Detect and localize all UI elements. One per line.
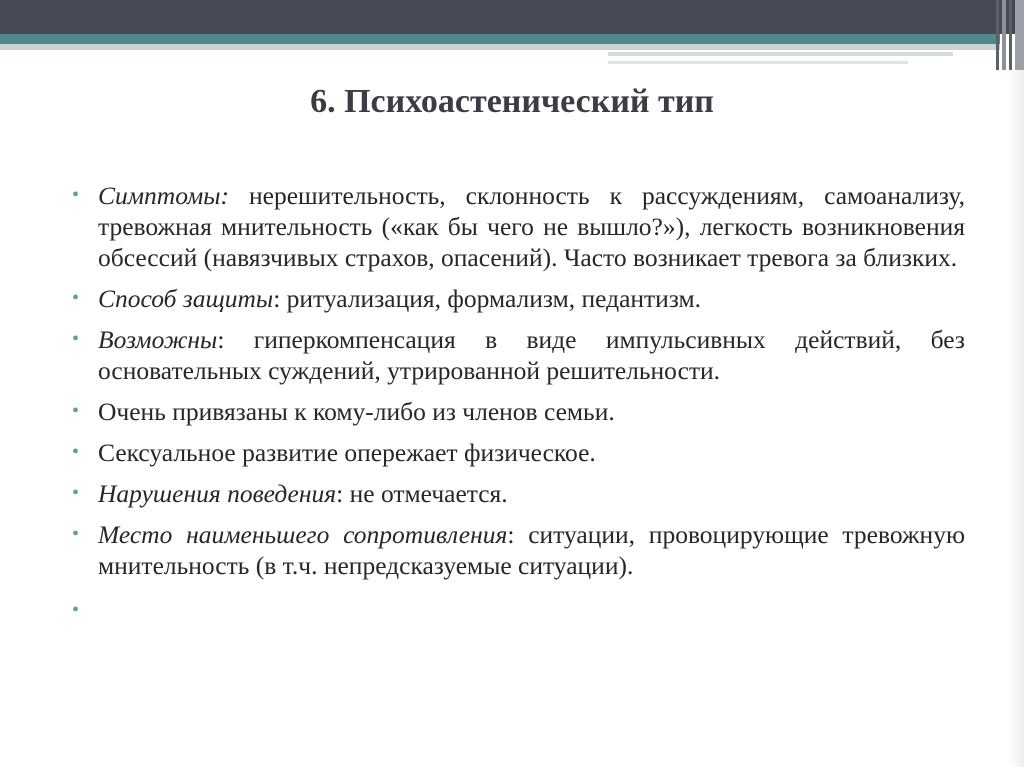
bullet-list	[70, 180, 965, 636]
right-edge-shadow	[1008, 70, 1024, 767]
bullet-item	[70, 283, 965, 314]
header-corner-stripe	[1015, 0, 1024, 70]
bullet-lead: Место наименьшего сопротивления	[98, 520, 508, 549]
bullet-item	[70, 478, 965, 509]
header-dark-bar	[0, 0, 1024, 34]
bullet-item	[70, 180, 965, 273]
header-light-band	[0, 44, 1000, 50]
header-corner-stripe	[996, 0, 999, 70]
bullet-item	[70, 324, 965, 386]
bullet-item	[70, 396, 965, 427]
bullet-lead: Симптомы:	[98, 181, 230, 210]
header-teal-bar	[0, 34, 1000, 44]
header-corner-stripe	[1002, 0, 1006, 70]
bullet-lead: Способ защиты	[98, 284, 274, 313]
bullet-text: Сексуальное развитие опережает физическое.	[98, 438, 596, 467]
bullet-item	[70, 437, 965, 468]
bullet-lead: Возможны	[98, 325, 218, 354]
bullet-item-empty	[70, 595, 965, 626]
bullet-text: Очень привязаны к кому-либо из членов семьи.	[98, 397, 615, 426]
header-accent-line	[608, 52, 953, 56]
bullet-text: : гиперкомпенсация в виде импульсивных действий, без основательных суждений, утрированной решительности.	[98, 325, 965, 385]
bullet-lead: Нарушения поведения	[98, 479, 337, 508]
bullet-text: : не отмечается.	[336, 479, 508, 508]
bullet-text: : ситуации, провоцирующие тревожную мнительность (в т.ч. непредсказуемые ситуации).	[98, 520, 965, 580]
header-corner-stripe	[1009, 0, 1012, 70]
bullet-item	[70, 519, 965, 581]
header-accent-line	[608, 61, 908, 64]
slide-title: 6. Психоастенический тип	[310, 83, 714, 120]
bullet-text: нерешительность, склонность к рассуждениям, самоанализу, тревожная мнительность («как бы чего не вышло?»), легкость возникновения обсессий (навязчивых страхов, опасений). Часто возникает тревога за близких.	[98, 181, 965, 272]
bullet-text: : ритуализация, формализм, педантизм.	[273, 284, 702, 313]
